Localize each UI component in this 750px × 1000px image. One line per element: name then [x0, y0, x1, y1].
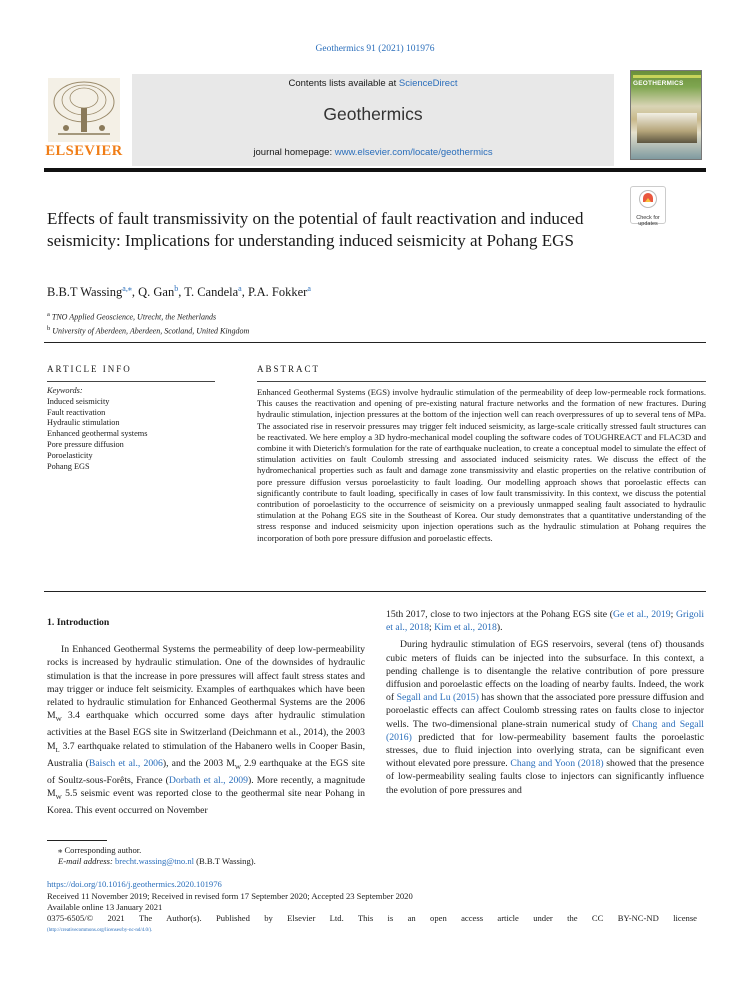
footnote-text: Corresponding author.	[62, 845, 142, 855]
divider	[44, 591, 706, 592]
sciencedirect-link[interactable]: ScienceDirect	[398, 78, 458, 89]
journal-name: Geothermics	[323, 104, 423, 124]
check-for-updates-button[interactable]	[630, 186, 666, 227]
affiliation-item	[47, 323, 547, 337]
abstract-text: Enhanced Geothermal Systems (EGS) involve hydraulic stimulation of the permeability of deep low-permeable rock formations. This causes the reactivation and opening of pre-existing natural fracture networks and the formation of new fractures. During hydraulic stimulation, injection pressures at the bottom of the injection well can reach overpressures of up to several tens of MPa. The associated rise in reservoir pressures may trigger felt induced seismicity, as large-scale critically stressed fault structures can be reactivated. We here employ a 3D hydro-mechanical model coupling the software codes of TOUGHREACT and FLAC3D and combine it with Dieterich's formulation for the rate of earthquake nucleation, to create a conceptual model to simulate the effect of stimulation activities on fault Coulomb stressing and associated induced seismicity rates. We discuss the effect of the hydromechanical properties such as fault and damage zone transmissivity and elastic properties on the relative contribution of pore pressure diffusion versus poroelasticity to fault loading. Our modelling approach shows that poroelastic effects can significantly contribute to fault loading, specifically in cases of low fault transmissivity. In this context, we discuss the potential contribution of poroelasticity to the occurrence of seismicity on a previously unmapped sealing fault associated to hydraulic stimulation at the Pohang EGS site in the Southeast of Korea. Our study demonstrates that a quantitative understanding of the stress response and induced seismicity upon injection operations such as the hydraulic stimulation at Pohang requires the incorporation of both pore pressure diffusion and poroelastic effects.	[257, 387, 706, 543]
affiliation-marker: b	[47, 324, 51, 332]
section-heading-introduction: 1. Introduction	[47, 617, 110, 628]
reference-link[interactable]: Segall and Lu (2015)	[396, 692, 479, 704]
author-affil-marker[interactable]: a	[307, 284, 311, 293]
reference-link[interactable]: Kim et al., 2018	[434, 622, 497, 634]
affiliation-item	[47, 309, 547, 323]
masthead-rule	[44, 168, 706, 172]
cover-title: GEOTHERMICS	[633, 80, 684, 87]
homepage-link[interactable]: www.elsevier.com/locate/geothermics	[334, 147, 493, 158]
license-statement: 0375-6505/© 2021 The Author(s). Published by Elsevier Ltd. This is an open access article under the CC BY-NC-ND license	[47, 913, 697, 923]
author-name[interactable]: P.A. Fokker	[247, 285, 308, 300]
email-suffix: (B.B.T Wassing).	[194, 856, 256, 866]
elsevier-wordmark: ELSEVIER	[45, 143, 123, 159]
divider	[257, 381, 706, 382]
author-affil-marker[interactable]: a	[238, 284, 242, 293]
journal-cover-image	[630, 70, 702, 160]
article-title: Effects of fault transmissivity on the potential of fault reactivation and induced seismicity: Implications for understanding induced seismicity at Pohang EGS	[47, 209, 584, 250]
affiliation-text: University of Aberdeen, Aberdeen, Scotland, United Kingdom	[52, 326, 250, 336]
divider	[44, 342, 706, 343]
abstract-heading: ABSTRACT	[257, 364, 321, 374]
keywords-list	[47, 386, 215, 472]
corresponding-author-footnote	[58, 845, 256, 867]
body-paragraph: 15th 2017, close to two injectors at the Pohang EGS site (Ge et al., 2019; Grigoli et al., 2018; Kim et al., 2018).	[386, 609, 705, 634]
publication-history	[47, 891, 707, 913]
check-updates-icon	[638, 189, 658, 209]
license-url-link[interactable]: (http://creativecommons.org/licenses/by-nc-nd/4.0/).	[47, 928, 153, 933]
author-name[interactable]: T. Candela	[184, 285, 239, 300]
journal-citation[interactable]: Geothermics 91 (2021) 101976	[315, 44, 435, 54]
check-updates-label: Check for updates	[636, 215, 660, 227]
keyword-item: Poroelasticity	[47, 450, 93, 460]
author-affil-marker[interactable]: a,⁎	[122, 284, 132, 293]
online-date: Available online 13 January 2021	[47, 902, 163, 912]
contents-line	[132, 78, 614, 89]
article-info-heading: ARTICLE INFO	[47, 364, 132, 374]
author-list: B.B.T Wassing$^{a,⁎}$, Q. Gan$^b$, T. Candela$^a$, P.A. Fokker$^a$	[47, 284, 311, 300]
email-label: E-mail address:	[58, 856, 115, 866]
keyword-item: Hydraulic stimulation	[47, 418, 120, 428]
affiliation-marker: a	[47, 311, 50, 318]
cover-bar	[633, 75, 701, 78]
keyword-item: Pohang EGS	[47, 461, 90, 471]
masthead-banner	[132, 74, 614, 166]
reference-link[interactable]: Ge et al., 2019	[613, 609, 671, 620]
body-paragraph: During hydraulic stimulation of EGS reservoirs, several (tens of) thousands cubic meters of fluids can be injected into the subsurface. In this context, a pending challenge is to disentangle the relative contribution of pore pressure diffusion and poroelastic effects on the loading of nearby faults. Indeed, the work of Segall and Lu (2015) has shown that the associated pore pressure diffusion and poroelastic effects can affect Coulomb stressing rates on faults close to injector wells. The two-dimensional plane-strain numerical study of Chang and Segall (2016) predicted that for low-permeability basement faults the poroelastic stresses, due to fluid injection into overlying strata, can be significant even without elevated pore pressure. Chang and Yoon (2018) showed that the presence of low-permeability sealing faults close to injectors can significantly influence the evolution of pore pressures and	[386, 639, 704, 796]
author-name[interactable]: B.B.T Wassing	[47, 285, 123, 300]
homepage-line	[132, 147, 614, 158]
elsevier-tree-icon	[48, 78, 120, 142]
keywords-label: Keywords:	[47, 386, 83, 395]
body-column-right	[386, 608, 704, 797]
doi-link[interactable]: https://doi.org/10.1016/j.geothermics.2020.101976	[47, 879, 222, 889]
keyword-item: Fault reactivation	[47, 407, 106, 417]
reference-link[interactable]: Dorbath et al., 2009	[168, 774, 248, 786]
body-paragraph: In Enhanced Geothermal Systems the permeability of deep low-permeability rocks is increased by hydraulic stimulation. One of the downsides of hydraulic stimulation is that the increase in pore pressures will affect fault stress states and may trigger or induce felt seismicity. Examples of earthquakes which have been related to hydraulic stimulation for Enhanced Geothermal Systems are the 2006 $M_W$ 3.4 earthquake which occurred some days after hydraulic stimulation activities at the Basel EGS site in Switzerland (Deichmann et al., 2014), the 2003 $M_L$ 3.7 earthquake related to stimulation of the Habanero wells in Cooper Basin, Australia (Baisch et al., 2006), and the 2003 $M_W$ 2.9 earthquake at the EGS site of Soultz-sous-Forêts, France (Dorbath et al., 2009). More recently, a magnitude $M_W$ 5.5 seismic event was reported close to the geothermal site near Pohang in Korea. This event occurred on November	[47, 644, 366, 817]
email-link[interactable]: brecht.wassing@tno.nl	[114, 856, 195, 866]
cover-picture	[637, 113, 697, 143]
homepage-prefix: journal homepage:	[253, 147, 335, 158]
affiliations	[47, 309, 547, 336]
footnote-marker: ⁎	[58, 845, 63, 855]
reference-link[interactable]: Grigoli et al., 2018	[386, 609, 705, 634]
reference-link[interactable]: Baisch et al., 2006	[88, 757, 163, 769]
journal-masthead	[44, 74, 706, 166]
reference-link[interactable]: Chang and Segall (2016)	[386, 718, 704, 743]
affiliation-text: TNO Applied Geoscience, Utrecht, the Netherlands	[51, 312, 217, 322]
reference-link[interactable]: Chang and Yoon (2018)	[510, 758, 604, 770]
body-column-left	[47, 616, 365, 817]
footnote-rule	[47, 840, 107, 841]
author-affil-marker[interactable]: b	[174, 284, 179, 293]
keyword-item: Enhanced geothermal systems	[47, 429, 148, 439]
received-dates: Received 11 November 2019; Received in revised form 17 September 2020; Accepted 23 September 2020	[47, 891, 413, 901]
contents-prefix: Contents lists available at	[288, 78, 399, 89]
keyword-item: Pore pressure diffusion	[47, 439, 124, 449]
keyword-item: Induced seismicity	[47, 396, 110, 406]
divider	[47, 381, 215, 382]
author-name[interactable]: Q. Gan	[138, 285, 175, 300]
elsevier-logo	[44, 76, 124, 164]
